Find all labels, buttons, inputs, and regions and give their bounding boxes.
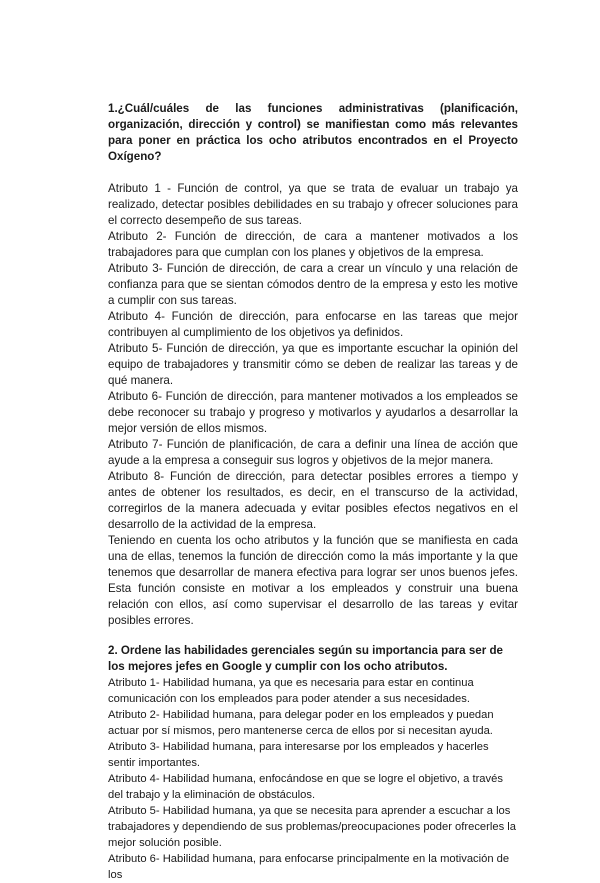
- section-1-body: [108, 181, 518, 629]
- answer-1-paragraph: Atributo 5- Función de dirección, ya que es importante escuchar la opinión del equipo de trabajadores y transmitir cómo se deben de realizar las tareas y de qué manera.: [108, 342, 518, 387]
- section-2-body: [108, 675, 518, 883]
- answer-1-paragraph: Atributo 6- Función de dirección, para mantener motivados a los empleados se debe reconocer su trabajo y progreso y motivarlos y ayudarlos a desarrollar la mejor versión de ellos mismos.: [108, 390, 518, 435]
- answer-2-paragraph: Atributo 3- Habilidad humana, para interesarse por los empleados y hacerles sentir importantes.: [108, 741, 489, 769]
- answer-2-paragraph: Atributo 2- Habilidad humana, para delegar poder en los empleados y puedan actuar por sí mismos, pero mantenerse cerca de ellos por si necesitan ayuda.: [108, 709, 494, 737]
- answer-1-paragraph: Atributo 1 - Función de control, ya que se trata de evaluar un trabajo ya realizado, detectar posibles debilidades en su trabajo y ofrecer soluciones para el correcto desempeño de sus tareas.: [108, 182, 518, 227]
- answer-1-paragraph: Atributo 4- Función de dirección, para enfocarse en las tareas que mejor contribuyen al cumplimiento de los objetivos ya definidos.: [108, 310, 518, 339]
- section-divider: [108, 629, 518, 643]
- answer-2-paragraph: Atributo 5- Habilidad humana, ya que se necesita para aprender a escuchar a los trabajadores y dependiendo de sus problemas/preocupaciones poder ofrecerles la mejor solución posible.: [108, 805, 516, 849]
- answer-1-paragraph: Atributo 7- Función de planificación, de cara a definir una línea de acción que ayude a la empresa a conseguir sus logros y objetivos de la mejor manera.: [108, 438, 518, 467]
- question-2-title: 2. Ordene las habilidades gerenciales según su importancia para ser de los mejores jefes en Google y cumplir con los ocho atributos.: [108, 644, 503, 673]
- answer-2-paragraph: Atributo 4- Habilidad humana, enfocándose en que se logre el objetivo, a través del trabajo y la eliminación de obstáculos.: [108, 773, 503, 801]
- answer-1-conclusion: Teniendo en cuenta los ocho atributos y la función que se manifiesta en cada una de ellas, tenemos la función de dirección como la más importante y la que tenemos que desarrollar de manera efectiva para lograr ser unos buenos jefes. Esta función consiste en motivar a los empleados y construir una buena relación con ellos, así como supervisar el desarrollo de las tareas y evitar posibles errores.: [108, 534, 518, 627]
- answer-1-paragraph: Atributo 8- Función de dirección, para detectar posibles errores a tiempo y antes de obtener los resultados, es decir, en el transcurso de la actividad, corregirlos de la manera adecuada y evitar posibles efectos negativos en el desarrollo de la actividad de la empresa.: [108, 470, 518, 531]
- answer-1-paragraph: Atributo 2- Función de dirección, de cara a mantener motivados a los trabajadores para que cumplan con los planes y objetivos de la empresa.: [108, 230, 518, 259]
- question-1-title: 1.¿Cuál/cuáles de las funciones administrativas (planificación, organización, dirección y control) se manifiestan como más relevantes para poner en práctica los ocho atributos encontrados en el Proyecto Oxígeno?: [108, 102, 518, 163]
- answer-1-paragraph: Atributo 3- Función de dirección, de cara a crear un vínculo y una relación de confianza para que se sientan cómodos dentro de la empresa y esto les motive a cumplir con sus tareas.: [108, 262, 518, 307]
- answer-2-paragraph: Atributo 1- Habilidad humana, ya que es necesaria para estar en continua comunicación con los empleados para poder atender a sus necesidades.: [108, 677, 474, 705]
- answer-2-paragraph: Atributo 6- Habilidad humana, para enfocarse principalmente en la motivación de los: [108, 853, 510, 881]
